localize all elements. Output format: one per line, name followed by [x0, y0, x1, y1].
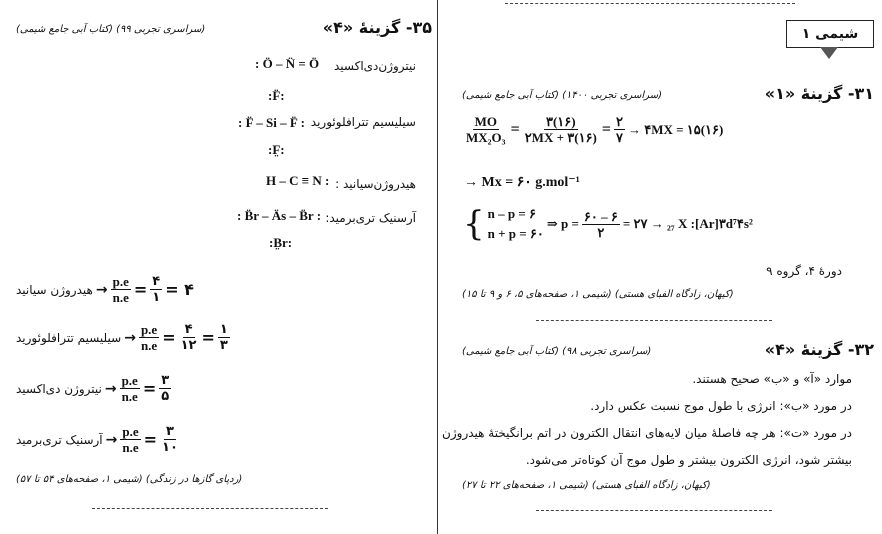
- q35-footer-ref: (ردپای گازها در زندگی) (شیمی ۱، صفحه‌های ۵۴ تا ۵۷): [16, 474, 243, 485]
- q35-source: (سراسری تجربی ۹۹) (کتاب آبی جامع شیمی): [16, 24, 206, 35]
- ratio-value: $\frac{۳}{۱۰}$: [162, 424, 178, 455]
- ratio-row: هیدروژن سیانید → $\frac{p.e}{n.e}$ = $\frac{۴}{۱}$ = ۴: [16, 274, 194, 305]
- system-result: ⇒ p =: [546, 216, 579, 231]
- system-line: n – p = ۶: [487, 206, 536, 221]
- bottom-divider: [536, 510, 772, 511]
- lewis-asbr3: : B̈r – Äs – B̈r :: [237, 208, 322, 223]
- ratio-label: نیتروژن دی‌اکسید: [16, 381, 102, 396]
- period-group: دورهٔ ۴، گروه ۹: [766, 264, 842, 278]
- q32-line: در مورد «ت»: هر چه فاصلهٔ میان لایه‌های انتقال الکترون در اتم برانگیختهٔ هیدروژن: [442, 426, 852, 440]
- ratio-fraction: $\frac{p.e}{n.e}$: [121, 373, 138, 404]
- badge-pointer: [820, 47, 838, 59]
- q31-system: [463, 204, 753, 244]
- section-badge: [786, 20, 872, 60]
- section-title: شیمی ۱: [786, 20, 874, 48]
- q32-footer-ref: (کیهان، زادگاه الفبای هستی) (شیمی ۱، صفحه‌های ۲۲ تا ۲۷): [462, 480, 711, 491]
- left-bottom-divider: [92, 508, 328, 509]
- ratio-result: $\frac{۱}{۳}$: [219, 322, 228, 353]
- electron-config: = ۲۷ → ₂₇ X :[Ar]۳d⁷۴s²: [622, 216, 753, 231]
- mid-divider: [536, 320, 772, 321]
- q35-header: ۳۵- گزینهٔ «۴»: [322, 18, 432, 37]
- arrow-icon: →: [124, 329, 136, 346]
- q32-line: موارد «آ» و «ب» صحیح هستند.: [692, 372, 852, 386]
- lewis-sif4-top: :F̈:: [268, 88, 285, 103]
- ratio-value: $\frac{۴}{۱}$: [152, 274, 161, 305]
- q32-header: ۳۲- گزینهٔ «۴»: [764, 340, 874, 359]
- column-divider: [437, 0, 438, 534]
- lewis-no2: : Ö – N̈ = Ö: [255, 56, 320, 71]
- arrow-icon: →: [105, 431, 118, 448]
- ratio-value: $\frac{۳}{۵}$: [161, 373, 170, 404]
- ratio-label: آرسنیک تری‌برمید: [16, 432, 103, 447]
- ratio-fraction: $\frac{p.e}{n.e}$: [140, 322, 158, 353]
- q32-line: در مورد «ب»: انرژی با طول موج نسبت عکس دارد.: [590, 399, 852, 413]
- system-line: n + p = ۶۰: [487, 226, 544, 241]
- lewis-sif4-bottom: :F̤:: [268, 142, 285, 157]
- ratio-value: $\frac{۴}{۱۲}$: [180, 322, 197, 353]
- ratio-label: سیلیسیم تترافلوئورید: [16, 330, 122, 345]
- top-divider: [505, 3, 795, 4]
- ratio-row: سیلیسیم تترافلوئورید → $\frac{p.e}{n.e}$ = $\frac{۴}{۱۲}$ = $\frac{۱}{۳}$: [16, 322, 228, 353]
- fraction: $\frac{۳(۱۶)}{۲MX + ۳(۱۶)}$: [524, 114, 597, 145]
- ratio-fraction: $\frac{p.e}{n.e}$: [122, 424, 139, 455]
- lewis-sif4: : F̈ – Si – F̈ :: [238, 115, 305, 130]
- arrow-icon: →: [95, 281, 108, 298]
- q31-footer-ref: (کیهان، زادگاه الفبای هستی) (شیمی ۱، صفحه‌های ۵، ۶ و ۹ تا ۱۵): [462, 289, 734, 300]
- brace-icon: {: [463, 204, 485, 244]
- q31-equation-2: → Mx = ۶۰ g.mol⁻¹: [464, 175, 580, 190]
- item-name: آرسنیک تری‌برمید:: [325, 211, 416, 225]
- fraction: $\frac{۶۰ - ۶}{۲}$: [583, 208, 618, 240]
- ratio-result: = ۴: [165, 280, 194, 299]
- equation-rhs: → ۴MX = ۱۵(۱۶): [627, 121, 724, 137]
- q32-source: (سراسری تجربی ۹۸) (کتاب آبی جامع شیمی): [462, 346, 652, 357]
- ratio-label: هیدروژن سیانید: [16, 282, 93, 297]
- ratio-row: آرسنیک تری‌برمید → $\frac{p.e}{n.e}$ = $\frac{۳}{۱۰}$: [16, 424, 178, 455]
- q31-header: ۳۱- گزینهٔ «۱»: [764, 84, 874, 103]
- fraction: $\frac{MO}{\text{MX₂O₃}}$: [466, 114, 506, 145]
- fraction: $\frac{۲}{۷}$: [615, 114, 623, 145]
- lewis-asbr3-bottom: :B̤r:: [269, 235, 293, 250]
- q31-source: (سراسری تجربی ۱۴۰۰) (کتاب آبی جامع شیمی): [462, 90, 662, 101]
- ratio-fraction: $\frac{p.e}{n.e}$: [112, 274, 129, 305]
- q31-equation-1: $\frac{MO}{\text{MX₂O₃}}$ = $\frac{۳(۱۶)}{۲MX + ۳(۱۶)}$ = $\frac{۲}{۷}$ → ۴MX = ۱۵(۱۶): [466, 114, 724, 145]
- ratio-row: نیتروژن دی‌اکسید → $\frac{p.e}{n.e}$ = $\frac{۳}{۵}$: [16, 373, 170, 404]
- item-name: نیتروژن‌دی‌اکسید: [333, 59, 416, 73]
- q32-line: بیشتر شود، انرژی الکترون بیشتر و طول موج آن کوتاه‌تر می‌شود.: [525, 453, 852, 467]
- lewis-hcn: H – C ≡ N :: [266, 173, 330, 188]
- arrow-icon: →: [104, 380, 117, 397]
- item-name: هیدروژن‌سیانید :: [335, 177, 416, 191]
- item-name: سیلیسیم تترافلوئورید: [310, 115, 416, 129]
